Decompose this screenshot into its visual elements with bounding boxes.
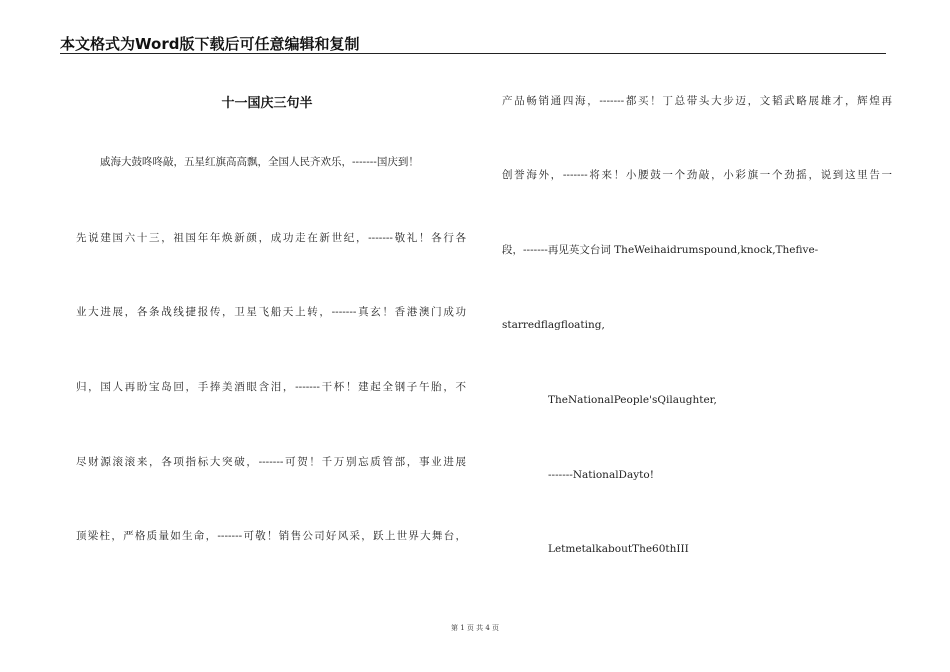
body-line: 顶梁柱，严格质量如生命，-------可敬！销售公司好风采，跃上世界大舞台，: [76, 530, 466, 542]
header-title: 本文格式为Word版下载后可任意编辑和复制: [60, 35, 360, 53]
body-line: LetmetalkaboutThe60thIII: [548, 543, 689, 555]
body-line: TheNationalPeople'sQilaughter,: [548, 394, 717, 406]
body-line: 戚海大鼓咚咚敲，五星红旗高高飘，全国人民齐欢乐，-------国庆到！: [100, 156, 419, 168]
body-line: starredflagfloating,: [502, 319, 605, 331]
body-line: 业大进展，各条战线捷报传，卫星飞船天上转，-------真玄！香港澳门成功: [76, 306, 466, 318]
document-title: 十一国庆三句半: [221, 96, 313, 111]
page-number: 第 1 页 共 4 页: [450, 624, 500, 632]
body-line: 尽财源滚滚来，各项指标大突破，-------可贺！千万别忘质管部，事业进展: [76, 456, 466, 468]
header-divider: [60, 53, 886, 54]
body-line: 创誉海外，-------将来！小腰鼓一个劲敲，小彩旗一个劲摇，说到这里告一: [502, 169, 892, 181]
body-line: 段，-------再见英文台词 TheWeihaidrumspound,knock,Thefive-: [502, 244, 819, 256]
body-line: -------NationalDayto!: [548, 469, 654, 481]
body-line: 归，国人再盼宝岛回，手捧美酒眼含泪，-------干杯！建起全钢子午胎，不: [76, 381, 466, 393]
body-line: 产品畅销通四海，-------都买！丁总带头大步迈，文韬武略展雄才，辉煌再: [502, 95, 892, 107]
body-line: 先说建国六十三，祖国年年焕新颜，成功走在新世纪，-------敬礼！各行各: [76, 232, 466, 244]
